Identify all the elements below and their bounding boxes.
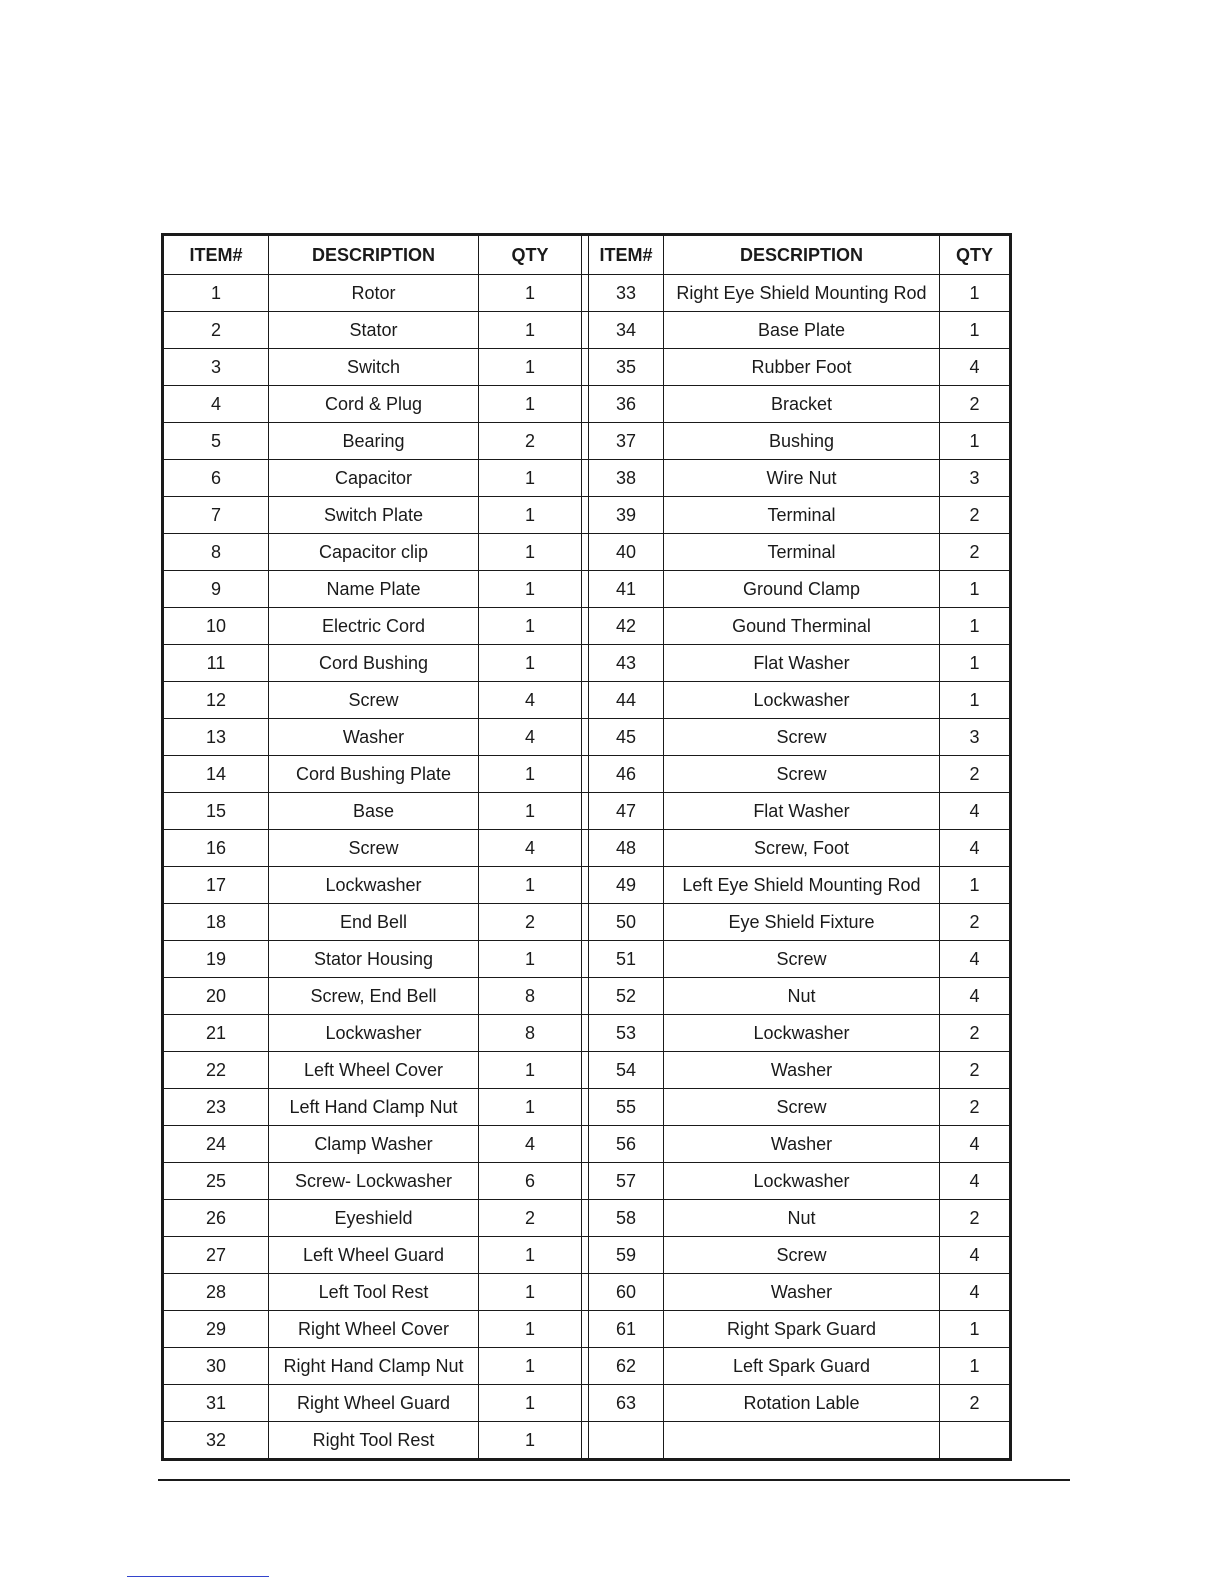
item-number-right: 51 [589, 941, 664, 978]
description-right: Flat Washer [664, 793, 940, 830]
item-number-right: 58 [589, 1200, 664, 1237]
description-right: Washer [664, 1126, 940, 1163]
description-right: Screw [664, 941, 940, 978]
item-number-right: 45 [589, 719, 664, 756]
quantity-right: 1 [940, 1311, 1011, 1348]
item-number-left: 23 [163, 1089, 269, 1126]
quantity-left: 1 [479, 1274, 582, 1311]
column-divider [582, 312, 589, 349]
header-item-right: ITEM# [589, 235, 664, 275]
item-number-right: 61 [589, 1311, 664, 1348]
item-number-right: 53 [589, 1015, 664, 1052]
item-number-left: 9 [163, 571, 269, 608]
quantity-right: 4 [940, 1163, 1011, 1200]
header-row [163, 235, 1011, 275]
column-divider [582, 608, 589, 645]
description-left: Capacitor clip [269, 534, 479, 571]
quantity-right: 2 [940, 497, 1011, 534]
item-number-left: 7 [163, 497, 269, 534]
item-number-left: 2 [163, 312, 269, 349]
item-number-left: 12 [163, 682, 269, 719]
table-row [163, 756, 1011, 793]
description-right: Terminal [664, 497, 940, 534]
item-number-right: 38 [589, 460, 664, 497]
item-number-right: 63 [589, 1385, 664, 1422]
table-row [163, 830, 1011, 867]
quantity-right: 2 [940, 1200, 1011, 1237]
quantity-right: 1 [940, 571, 1011, 608]
item-number-right: 48 [589, 830, 664, 867]
quantity-left: 1 [479, 1052, 582, 1089]
column-divider [582, 349, 589, 386]
item-number-left: 17 [163, 867, 269, 904]
description-right: Nut [664, 978, 940, 1015]
table-row [163, 608, 1011, 645]
item-number-right: 60 [589, 1274, 664, 1311]
quantity-right: 4 [940, 978, 1011, 1015]
description-left: Screw [269, 682, 479, 719]
table-row [163, 1348, 1011, 1385]
column-divider [582, 497, 589, 534]
column-divider [582, 423, 589, 460]
quantity-left: 2 [479, 904, 582, 941]
description-left: Lockwasher [269, 867, 479, 904]
item-number-left: 22 [163, 1052, 269, 1089]
item-number-left: 20 [163, 978, 269, 1015]
item-number-left: 3 [163, 349, 269, 386]
description-left: Stator Housing [269, 941, 479, 978]
column-divider [582, 830, 589, 867]
quantity-left: 8 [479, 1015, 582, 1052]
link-underline [127, 1576, 269, 1577]
description-left: End Bell [269, 904, 479, 941]
quantity-left: 4 [479, 682, 582, 719]
table-row [163, 571, 1011, 608]
item-number-left: 10 [163, 608, 269, 645]
item-number-right: 44 [589, 682, 664, 719]
table-row [163, 867, 1011, 904]
description-right: Right Spark Guard [664, 1311, 940, 1348]
item-number-left: 6 [163, 460, 269, 497]
column-divider [582, 1348, 589, 1385]
description-right: Rubber Foot [664, 349, 940, 386]
description-left: Clamp Washer [269, 1126, 479, 1163]
item-number-right: 49 [589, 867, 664, 904]
item-number-right: 42 [589, 608, 664, 645]
quantity-left: 1 [479, 1311, 582, 1348]
quantity-left: 1 [479, 1237, 582, 1274]
quantity-left: 1 [479, 1348, 582, 1385]
description-right: Left Eye Shield Mounting Rod [664, 867, 940, 904]
quantity-right: 1 [940, 867, 1011, 904]
column-divider [582, 235, 589, 275]
description-right [664, 1422, 940, 1460]
quantity-left: 1 [479, 867, 582, 904]
description-left: Screw [269, 830, 479, 867]
quantity-left: 2 [479, 423, 582, 460]
item-number-left: 25 [163, 1163, 269, 1200]
description-right: Rotation Lable [664, 1385, 940, 1422]
item-number-right: 41 [589, 571, 664, 608]
item-number-left: 29 [163, 1311, 269, 1348]
quantity-right: 1 [940, 423, 1011, 460]
quantity-right: 4 [940, 1237, 1011, 1274]
description-left: Left Wheel Cover [269, 1052, 479, 1089]
item-number-right: 33 [589, 275, 664, 312]
quantity-right: 4 [940, 1274, 1011, 1311]
description-right: Lockwasher [664, 1015, 940, 1052]
description-left: Left Tool Rest [269, 1274, 479, 1311]
parts-list-table [161, 233, 1012, 1461]
quantity-right: 2 [940, 1015, 1011, 1052]
column-divider [582, 1052, 589, 1089]
quantity-left: 1 [479, 941, 582, 978]
table-row [163, 941, 1011, 978]
description-right: Ground Clamp [664, 571, 940, 608]
quantity-right: 2 [940, 1385, 1011, 1422]
item-number-right: 46 [589, 756, 664, 793]
table-row [163, 1126, 1011, 1163]
item-number-right: 36 [589, 386, 664, 423]
description-left: Right Wheel Guard [269, 1385, 479, 1422]
description-right: Screw, Foot [664, 830, 940, 867]
item-number-right: 43 [589, 645, 664, 682]
description-right: Nut [664, 1200, 940, 1237]
quantity-left: 1 [479, 497, 582, 534]
header-description-right: DESCRIPTION [664, 235, 940, 275]
table-row [163, 1163, 1011, 1200]
description-right: Left Spark Guard [664, 1348, 940, 1385]
column-divider [582, 386, 589, 423]
item-number-left: 19 [163, 941, 269, 978]
item-number-left: 5 [163, 423, 269, 460]
item-number-left: 1 [163, 275, 269, 312]
description-left: Washer [269, 719, 479, 756]
header-description-left: DESCRIPTION [269, 235, 479, 275]
item-number-right: 62 [589, 1348, 664, 1385]
item-number-right: 56 [589, 1126, 664, 1163]
column-divider [582, 1385, 589, 1422]
column-divider [582, 460, 589, 497]
quantity-left: 1 [479, 312, 582, 349]
column-divider [582, 275, 589, 312]
table-row [163, 386, 1011, 423]
table-row [163, 1015, 1011, 1052]
quantity-right: 3 [940, 460, 1011, 497]
column-divider [582, 978, 589, 1015]
item-number-right: 37 [589, 423, 664, 460]
header-qty-right: QTY [940, 235, 1011, 275]
table-row [163, 1237, 1011, 1274]
table-row [163, 312, 1011, 349]
column-divider [582, 904, 589, 941]
description-left: Base [269, 793, 479, 830]
description-left: Screw, End Bell [269, 978, 479, 1015]
quantity-right: 1 [940, 608, 1011, 645]
column-divider [582, 1237, 589, 1274]
quantity-left: 6 [479, 1163, 582, 1200]
table-row [163, 645, 1011, 682]
item-number-left: 32 [163, 1422, 269, 1460]
quantity-left: 1 [479, 793, 582, 830]
column-divider [582, 1311, 589, 1348]
quantity-right: 2 [940, 756, 1011, 793]
item-number-right: 52 [589, 978, 664, 1015]
quantity-right: 4 [940, 830, 1011, 867]
quantity-left: 1 [479, 645, 582, 682]
column-divider [582, 1126, 589, 1163]
table-row [163, 423, 1011, 460]
description-left: Name Plate [269, 571, 479, 608]
quantity-left: 1 [479, 1422, 582, 1460]
item-number-left: 8 [163, 534, 269, 571]
quantity-right: 1 [940, 1348, 1011, 1385]
item-number-left: 24 [163, 1126, 269, 1163]
quantity-right: 2 [940, 534, 1011, 571]
description-right: Wire Nut [664, 460, 940, 497]
description-left: Left Wheel Guard [269, 1237, 479, 1274]
quantity-right: 4 [940, 349, 1011, 386]
quantity-left: 4 [479, 1126, 582, 1163]
table-row [163, 793, 1011, 830]
description-right: Screw [664, 1089, 940, 1126]
column-divider [582, 719, 589, 756]
table-row [163, 1385, 1011, 1422]
quantity-left: 1 [479, 275, 582, 312]
item-number-left: 4 [163, 386, 269, 423]
description-left: Screw- Lockwasher [269, 1163, 479, 1200]
description-left: Stator [269, 312, 479, 349]
quantity-right: 2 [940, 1052, 1011, 1089]
item-number-left: 15 [163, 793, 269, 830]
quantity-right: 1 [940, 645, 1011, 682]
table-body [163, 275, 1011, 1460]
column-divider [582, 1089, 589, 1126]
quantity-right: 4 [940, 941, 1011, 978]
quantity-left: 1 [479, 386, 582, 423]
quantity-right: 2 [940, 904, 1011, 941]
table-row [163, 1274, 1011, 1311]
footer-divider [158, 1479, 1070, 1481]
description-right: Washer [664, 1052, 940, 1089]
column-divider [582, 867, 589, 904]
header-item-left: ITEM# [163, 235, 269, 275]
quantity-right: 1 [940, 275, 1011, 312]
quantity-right: 2 [940, 1089, 1011, 1126]
quantity-right: 4 [940, 793, 1011, 830]
column-divider [582, 1015, 589, 1052]
quantity-left: 4 [479, 830, 582, 867]
quantity-left: 1 [479, 1385, 582, 1422]
header-qty-left: QTY [479, 235, 582, 275]
column-divider [582, 1163, 589, 1200]
column-divider [582, 534, 589, 571]
quantity-left: 1 [479, 571, 582, 608]
description-right: Eye Shield Fixture [664, 904, 940, 941]
quantity-left: 4 [479, 719, 582, 756]
quantity-left: 1 [479, 534, 582, 571]
table-row [163, 349, 1011, 386]
item-number-left: 18 [163, 904, 269, 941]
table-row [163, 682, 1011, 719]
item-number-left: 30 [163, 1348, 269, 1385]
item-number-right: 40 [589, 534, 664, 571]
table-row [163, 719, 1011, 756]
table-row [163, 1311, 1011, 1348]
description-right: Flat Washer [664, 645, 940, 682]
description-right: Washer [664, 1274, 940, 1311]
description-left: Electric Cord [269, 608, 479, 645]
table-row [163, 534, 1011, 571]
item-number-right: 54 [589, 1052, 664, 1089]
table-row [163, 460, 1011, 497]
table-row [163, 1052, 1011, 1089]
description-left: Capacitor [269, 460, 479, 497]
item-number-right: 55 [589, 1089, 664, 1126]
description-left: Bearing [269, 423, 479, 460]
item-number-right: 34 [589, 312, 664, 349]
table-header [163, 235, 1011, 275]
description-right: Bushing [664, 423, 940, 460]
description-left: Right Tool Rest [269, 1422, 479, 1460]
description-right: Lockwasher [664, 1163, 940, 1200]
table-row [163, 904, 1011, 941]
table-row [163, 275, 1011, 312]
quantity-right: 1 [940, 682, 1011, 719]
column-divider [582, 941, 589, 978]
description-left: Eyeshield [269, 1200, 479, 1237]
column-divider [582, 1200, 589, 1237]
description-left: Right Wheel Cover [269, 1311, 479, 1348]
description-right: Lockwasher [664, 682, 940, 719]
item-number-right: 59 [589, 1237, 664, 1274]
item-number-left: 14 [163, 756, 269, 793]
table-row [163, 1200, 1011, 1237]
description-right: Screw [664, 756, 940, 793]
item-number-left: 11 [163, 645, 269, 682]
column-divider [582, 1422, 589, 1460]
quantity-left: 2 [479, 1200, 582, 1237]
table-row [163, 497, 1011, 534]
description-right: Screw [664, 1237, 940, 1274]
item-number-left: 27 [163, 1237, 269, 1274]
quantity-left: 1 [479, 756, 582, 793]
description-left: Cord & Plug [269, 386, 479, 423]
item-number-left: 21 [163, 1015, 269, 1052]
item-number-right: 35 [589, 349, 664, 386]
description-left: Rotor [269, 275, 479, 312]
quantity-left: 1 [479, 608, 582, 645]
item-number-right: 47 [589, 793, 664, 830]
quantity-right: 1 [940, 312, 1011, 349]
table-row [163, 978, 1011, 1015]
item-number-left: 28 [163, 1274, 269, 1311]
quantity-left: 1 [479, 1089, 582, 1126]
item-number-left: 26 [163, 1200, 269, 1237]
column-divider [582, 682, 589, 719]
description-left: Cord Bushing [269, 645, 479, 682]
description-left: Switch [269, 349, 479, 386]
description-left: Switch Plate [269, 497, 479, 534]
item-number-right: 50 [589, 904, 664, 941]
quantity-left: 1 [479, 460, 582, 497]
item-number-right: 39 [589, 497, 664, 534]
item-number-left: 31 [163, 1385, 269, 1422]
quantity-left: 1 [479, 349, 582, 386]
quantity-right: 4 [940, 1126, 1011, 1163]
quantity-right: 3 [940, 719, 1011, 756]
item-number-left: 16 [163, 830, 269, 867]
description-right: Bracket [664, 386, 940, 423]
table-row [163, 1422, 1011, 1460]
column-divider [582, 793, 589, 830]
column-divider [582, 756, 589, 793]
item-number-right [589, 1422, 664, 1460]
description-right: Terminal [664, 534, 940, 571]
quantity-right: 2 [940, 386, 1011, 423]
table-row [163, 1089, 1011, 1126]
column-divider [582, 645, 589, 682]
quantity-left: 8 [479, 978, 582, 1015]
description-right: Gound Therminal [664, 608, 940, 645]
quantity-right [940, 1422, 1011, 1460]
description-left: Lockwasher [269, 1015, 479, 1052]
column-divider [582, 1274, 589, 1311]
description-right: Base Plate [664, 312, 940, 349]
description-left: Left Hand Clamp Nut [269, 1089, 479, 1126]
description-left: Cord Bushing Plate [269, 756, 479, 793]
column-divider [582, 571, 589, 608]
description-right: Right Eye Shield Mounting Rod [664, 275, 940, 312]
description-left: Right Hand Clamp Nut [269, 1348, 479, 1385]
item-number-right: 57 [589, 1163, 664, 1200]
description-right: Screw [664, 719, 940, 756]
item-number-left: 13 [163, 719, 269, 756]
